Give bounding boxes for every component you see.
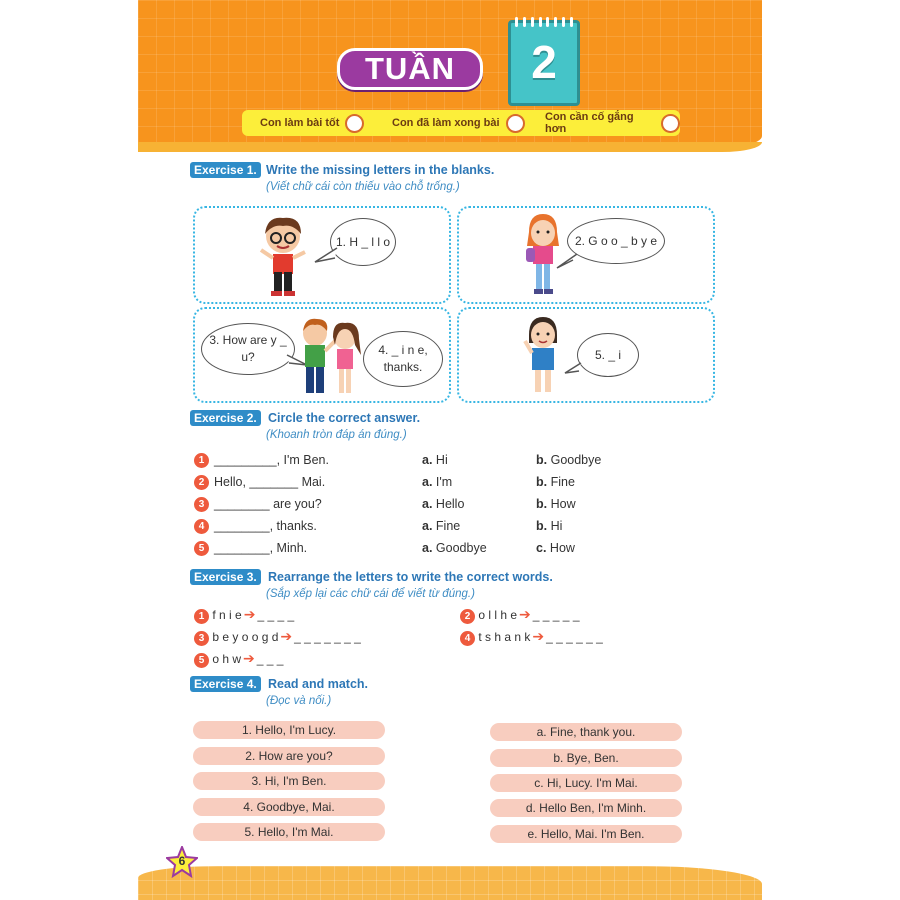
scrambled-letters: o l l h e	[478, 608, 518, 622]
option-c[interactable]: c. How	[536, 541, 575, 555]
rearrange-item-2	[460, 606, 580, 624]
week-number: 2	[531, 36, 557, 88]
option-a[interactable]: a. Fine	[422, 519, 461, 533]
option-a[interactable]: a. Goodbye	[422, 541, 487, 555]
scrambled-letters: b e y o o g d	[212, 630, 279, 644]
option-a[interactable]: a. Hi	[422, 453, 448, 467]
rating-good-label: Con làm bài tốt	[260, 117, 340, 129]
option-b[interactable]: b. Hi	[536, 519, 563, 533]
item-number-badge: 3	[194, 631, 209, 646]
answer-blanks[interactable]: _ _ _ _ _ _	[546, 630, 603, 644]
match-left-5[interactable]: 5. Hello, I'm Mai.	[193, 823, 385, 841]
item-number-badge: 5	[194, 653, 209, 668]
question-number-badge: 4	[194, 519, 209, 534]
week-label-pill	[337, 48, 483, 90]
scrambled-letters: t s h a n k	[478, 630, 531, 644]
match-right-c[interactable]: c. Hi, Lucy. I'm Mai.	[490, 774, 682, 792]
question-text: ________, Minh.	[214, 541, 308, 555]
answer-blanks[interactable]: _ _ _ _	[257, 608, 295, 622]
rating-bar	[242, 110, 680, 136]
question-text: Hello, _______ Mai.	[214, 475, 326, 489]
rating-good-circle[interactable]	[345, 114, 364, 133]
option-b[interactable]: b. Goodbye	[536, 453, 602, 467]
week-label: TUẦN	[364, 51, 456, 86]
rearrange-item-1	[194, 606, 294, 624]
rating-try-harder-label: Con cần cố gắng hơn	[545, 111, 634, 135]
exercise4-title: Read and match.	[268, 677, 369, 691]
exercise1-subtitle: (Viết chữ cái còn thiếu vào chỗ trống.)	[266, 181, 460, 193]
answer-blanks[interactable]: _ _ _ _ _ _ _	[294, 630, 361, 644]
speech-bubble-4	[363, 331, 443, 387]
rearrange-item-3	[194, 628, 361, 646]
question-row-5	[194, 541, 754, 559]
speech-bubble-4-text: 4. _ i n e, thanks.	[378, 343, 428, 374]
match-right-b[interactable]: b. Bye, Ben.	[490, 749, 682, 767]
girl-waving-illustration	[521, 313, 565, 399]
bubble-tail-1	[313, 246, 339, 266]
rearrange-item-5	[194, 650, 283, 668]
rating-try-harder-circle[interactable]	[661, 114, 680, 133]
exercise4-label: Exercise 4.	[190, 676, 261, 692]
answer-blanks[interactable]: _ _ _ _ _	[532, 608, 580, 622]
boy-glasses-illustration	[257, 214, 309, 298]
item-number-badge: 1	[194, 609, 209, 624]
match-right-d[interactable]: d. Hello Ben, I'm Minh.	[490, 799, 682, 817]
match-left-2[interactable]: 2. How are you?	[193, 747, 385, 765]
exercise2-subtitle: (Khoanh tròn đáp án đúng.)	[266, 429, 407, 441]
boy-girl-illustration	[295, 315, 367, 399]
question-text: ________, thanks.	[214, 519, 317, 533]
bubble-tail-5	[563, 361, 583, 377]
match-right-e[interactable]: e. Hello, Mai. I'm Ben.	[490, 825, 682, 843]
picture-box-3	[193, 307, 451, 403]
option-a[interactable]: a. Hello	[422, 497, 465, 511]
rating-done-circle[interactable]	[506, 114, 525, 133]
speech-bubble-2: 2. G o o _ b y e	[567, 218, 665, 264]
item-number-badge: 2	[460, 609, 475, 624]
bubble-tail-2	[555, 252, 579, 272]
question-row-4	[194, 519, 754, 537]
question-row-2	[194, 475, 754, 493]
rating-done[interactable]	[392, 110, 525, 136]
footer-wave	[138, 866, 762, 900]
arrow-right-icon: ➔	[280, 628, 293, 644]
picture-box-2	[457, 206, 715, 304]
exercise3-label: Exercise 3.	[190, 569, 261, 585]
exercise2-label: Exercise 2.	[190, 410, 261, 426]
match-left-3[interactable]: 3. Hi, I'm Ben.	[193, 772, 385, 790]
match-left-1[interactable]: 1. Hello, I'm Lucy.	[193, 721, 385, 739]
match-right-a[interactable]: a. Fine, thank you.	[490, 723, 682, 741]
item-number-badge: 4	[460, 631, 475, 646]
exercise1-label: Exercise 1.	[190, 162, 261, 178]
speech-bubble-5: 5. _ i	[577, 333, 639, 377]
option-a[interactable]: a. I'm	[422, 475, 453, 489]
page-number: 6	[178, 854, 186, 868]
exercise2-title: Circle the correct answer.	[268, 411, 421, 425]
question-number-badge: 3	[194, 497, 209, 512]
arrow-right-icon: ➔	[243, 650, 255, 666]
rearrange-item-4	[460, 628, 603, 646]
question-number-badge: 5	[194, 541, 209, 556]
exercise4-subtitle: (Đọc và nối.)	[266, 695, 332, 707]
exercise3-subtitle: (Sắp xếp lại các chữ cái để viết từ đúng.)	[266, 588, 475, 600]
option-b[interactable]: b. Fine	[536, 475, 575, 489]
question-text: _________, I'm Ben.	[214, 453, 329, 467]
answer-blanks[interactable]: _ _ _	[256, 652, 284, 666]
speech-bubble-3	[201, 323, 295, 375]
question-text: ________ are you?	[214, 497, 322, 511]
arrow-right-icon: ➔	[519, 606, 531, 622]
question-number-badge: 1	[194, 453, 209, 468]
header-strip	[138, 142, 762, 152]
page-number-star	[166, 846, 198, 878]
option-b[interactable]: b. How	[536, 497, 576, 511]
week-number-notepad	[508, 20, 580, 106]
rating-done-label: Con đã làm xong bài	[392, 117, 500, 129]
question-row-1	[194, 453, 754, 471]
rating-good[interactable]	[260, 110, 364, 136]
scrambled-letters: f n i e	[212, 608, 242, 622]
exercise3-title: Rearrange the letters to write the correct words.	[268, 570, 553, 584]
question-row-3	[194, 497, 754, 515]
exercise1-title: Write the missing letters in the blanks.	[266, 163, 495, 177]
picture-box-4	[457, 307, 715, 403]
arrow-right-icon: ➔	[532, 628, 545, 644]
picture-box-1	[193, 206, 451, 304]
notepad-rings	[515, 17, 573, 25]
arrow-right-icon: ➔	[243, 606, 256, 622]
speech-bubble-3-text: 3. How are y _ u?	[209, 333, 287, 364]
question-number-badge: 2	[194, 475, 209, 490]
scrambled-letters: o h w	[212, 652, 242, 666]
speech-bubble-1: 1. H _ l l o	[330, 218, 396, 266]
match-left-4[interactable]: 4. Goodbye, Mai.	[193, 798, 385, 816]
rating-try-harder[interactable]	[545, 110, 680, 136]
worksheet-page	[138, 0, 762, 900]
